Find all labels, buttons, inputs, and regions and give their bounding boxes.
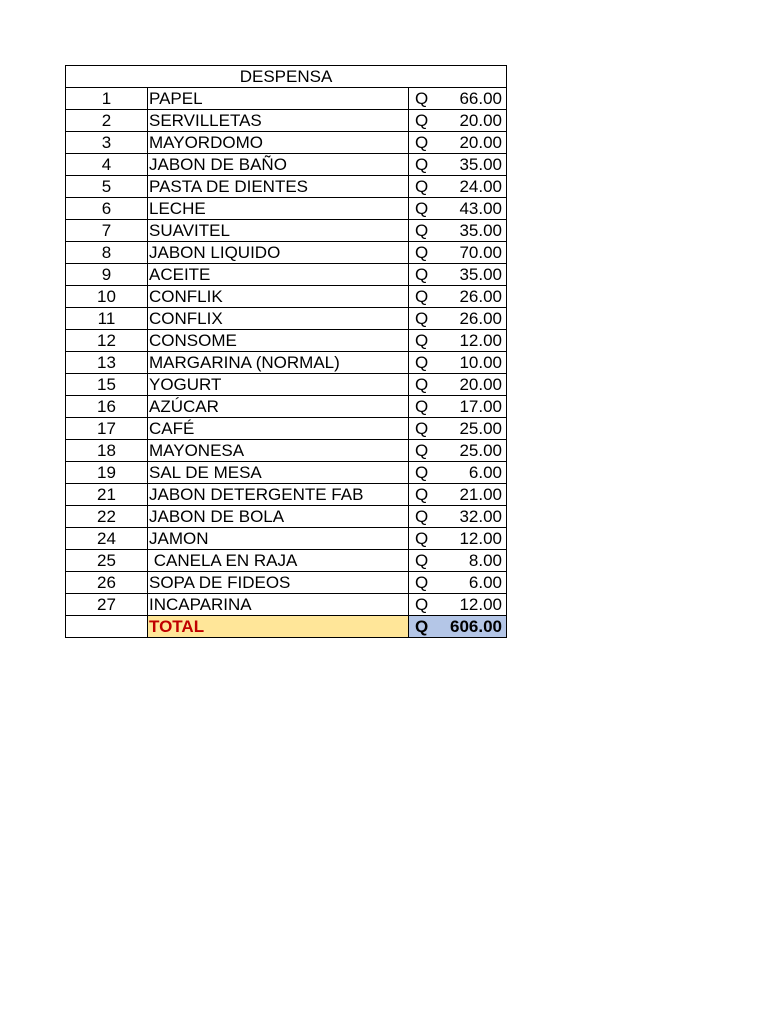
total-label: TOTAL [148, 616, 409, 638]
item-amount: 26.00 [433, 286, 507, 308]
currency-symbol: Q [409, 374, 433, 396]
currency-symbol: Q [409, 330, 433, 352]
row-number: 13 [66, 352, 148, 374]
item-amount: 35.00 [433, 220, 507, 242]
table-row [66, 572, 507, 594]
table-row [66, 286, 507, 308]
row-number: 11 [66, 308, 148, 330]
item-amount: 10.00 [433, 352, 507, 374]
table-row [66, 352, 507, 374]
title-row [66, 66, 507, 88]
table-row [66, 418, 507, 440]
item-name: CAFÉ [148, 418, 409, 440]
currency-symbol: Q [409, 594, 433, 616]
row-number: 8 [66, 242, 148, 264]
currency-symbol: Q [409, 242, 433, 264]
row-number: 9 [66, 264, 148, 286]
item-amount: 12.00 [433, 528, 507, 550]
item-name: YOGURT [148, 374, 409, 396]
item-name: JABON DE BOLA [148, 506, 409, 528]
table-row [66, 176, 507, 198]
table-row [66, 110, 507, 132]
row-number: 4 [66, 154, 148, 176]
table-row [66, 242, 507, 264]
table-row [66, 550, 507, 572]
row-number: 16 [66, 396, 148, 418]
item-name: CONSOME [148, 330, 409, 352]
currency-symbol: Q [409, 88, 433, 110]
currency-symbol: Q [409, 132, 433, 154]
currency-symbol: Q [409, 396, 433, 418]
currency-symbol: Q [409, 154, 433, 176]
total-spacer [66, 616, 148, 638]
table-row [66, 88, 507, 110]
item-name: MAYONESA [148, 440, 409, 462]
currency-symbol: Q [409, 528, 433, 550]
item-name: PASTA DE DIENTES [148, 176, 409, 198]
item-amount: 70.00 [433, 242, 507, 264]
currency-symbol: Q [409, 506, 433, 528]
currency-symbol: Q [409, 110, 433, 132]
item-name: JABON LIQUIDO [148, 242, 409, 264]
item-amount: 12.00 [433, 594, 507, 616]
table-row [66, 198, 507, 220]
item-name: MARGARINA (NORMAL) [148, 352, 409, 374]
item-amount: 12.00 [433, 330, 507, 352]
table-row [66, 308, 507, 330]
item-name: JAMON [148, 528, 409, 550]
item-amount: 20.00 [433, 110, 507, 132]
table-row [66, 506, 507, 528]
row-number: 22 [66, 506, 148, 528]
row-number: 19 [66, 462, 148, 484]
row-number: 24 [66, 528, 148, 550]
item-amount: 26.00 [433, 308, 507, 330]
row-number: 1 [66, 88, 148, 110]
despensa-table-body [66, 66, 507, 638]
currency-symbol: Q [409, 198, 433, 220]
row-number: 18 [66, 440, 148, 462]
table-row [66, 528, 507, 550]
currency-symbol: Q [409, 352, 433, 374]
item-name: LECHE [148, 198, 409, 220]
table-row [66, 440, 507, 462]
total-currency-symbol: Q [409, 616, 433, 638]
currency-symbol: Q [409, 418, 433, 440]
item-name: SAL DE MESA [148, 462, 409, 484]
item-name: ACEITE [148, 264, 409, 286]
row-number: 6 [66, 198, 148, 220]
table-row [66, 264, 507, 286]
item-name: CONFLIX [148, 308, 409, 330]
item-amount: 66.00 [433, 88, 507, 110]
item-name: SERVILLETAS [148, 110, 409, 132]
despensa-table [65, 65, 507, 638]
item-amount: 17.00 [433, 396, 507, 418]
item-amount: 20.00 [433, 374, 507, 396]
item-name: CANELA EN RAJA [148, 550, 409, 572]
table-row [66, 594, 507, 616]
item-name: SOPA DE FIDEOS [148, 572, 409, 594]
item-amount: 6.00 [433, 572, 507, 594]
row-number: 12 [66, 330, 148, 352]
item-name: INCAPARINA [148, 594, 409, 616]
item-name: SUAVITEL [148, 220, 409, 242]
currency-symbol: Q [409, 264, 433, 286]
row-number: 10 [66, 286, 148, 308]
item-amount: 43.00 [433, 198, 507, 220]
row-number: 17 [66, 418, 148, 440]
item-amount: 20.00 [433, 132, 507, 154]
item-amount: 25.00 [433, 440, 507, 462]
row-number: 7 [66, 220, 148, 242]
table-row [66, 484, 507, 506]
total-row [66, 616, 507, 638]
currency-symbol: Q [409, 308, 433, 330]
row-number: 15 [66, 374, 148, 396]
row-number: 5 [66, 176, 148, 198]
table-row [66, 462, 507, 484]
item-amount: 8.00 [433, 550, 507, 572]
item-amount: 35.00 [433, 154, 507, 176]
table-row [66, 374, 507, 396]
table-row [66, 132, 507, 154]
table-row [66, 154, 507, 176]
table-row [66, 220, 507, 242]
item-amount: 24.00 [433, 176, 507, 198]
item-amount: 25.00 [433, 418, 507, 440]
row-number: 25 [66, 550, 148, 572]
currency-symbol: Q [409, 220, 433, 242]
total-amount: 606.00 [433, 616, 507, 638]
table-row [66, 330, 507, 352]
row-number: 21 [66, 484, 148, 506]
table-title: DESPENSA [66, 66, 507, 88]
currency-symbol: Q [409, 462, 433, 484]
item-name: AZÚCAR [148, 396, 409, 418]
currency-symbol: Q [409, 286, 433, 308]
item-name: JABON DETERGENTE FAB [148, 484, 409, 506]
item-name: PAPEL [148, 88, 409, 110]
row-number: 27 [66, 594, 148, 616]
currency-symbol: Q [409, 440, 433, 462]
item-name: CONFLIK [148, 286, 409, 308]
row-number: 26 [66, 572, 148, 594]
currency-symbol: Q [409, 572, 433, 594]
row-number: 3 [66, 132, 148, 154]
item-amount: 21.00 [433, 484, 507, 506]
item-amount: 6.00 [433, 462, 507, 484]
currency-symbol: Q [409, 550, 433, 572]
item-amount: 32.00 [433, 506, 507, 528]
row-number: 2 [66, 110, 148, 132]
item-name: JABON DE BAÑO [148, 154, 409, 176]
table-row [66, 396, 507, 418]
item-name: MAYORDOMO [148, 132, 409, 154]
currency-symbol: Q [409, 176, 433, 198]
item-amount: 35.00 [433, 264, 507, 286]
currency-symbol: Q [409, 484, 433, 506]
